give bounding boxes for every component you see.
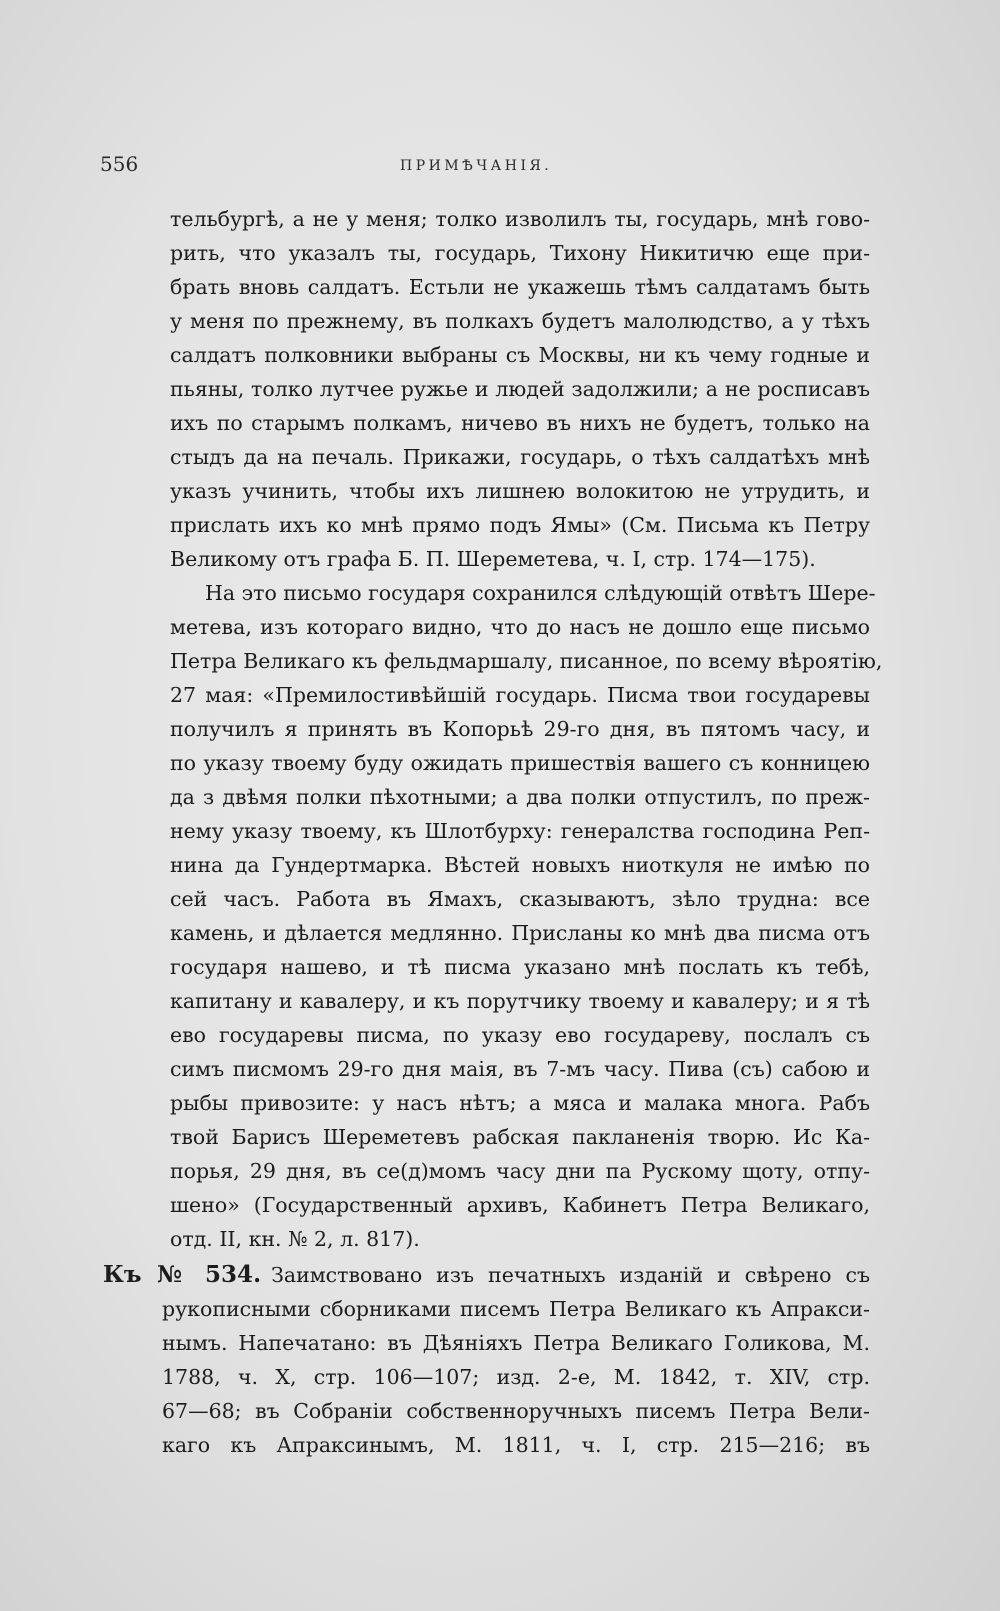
text-line: шено» (Государственный архивъ, Кабинетъ Петра Великаго, bbox=[170, 1193, 870, 1217]
text-line: 1788, ч. X, стр. 106—107; изд. 2-е, М. 1842, т. XIV, стр. bbox=[162, 1365, 870, 1389]
text-line: у меня по прежнему, въ полкахъ будетъ малолюдство, а у тѣхъ bbox=[170, 309, 870, 333]
text-line: тельбургѣ, а не у меня; толко изволилъ ты, государь, мнѣ гово- bbox=[170, 207, 870, 231]
text-line: прислать ихъ ко мнѣ прямо подъ Ямы» (См. Письма къ Петру bbox=[170, 513, 870, 537]
text-line: симъ писмомъ 29-го дня маія, въ 7-мъ часу. Пива (съ) сабою и bbox=[170, 1057, 870, 1081]
text-line: получилъ я принять въ Копорьѣ 29-го дня, въ пятомъ часу, и bbox=[170, 717, 870, 741]
text-line: государя нашево, и тѣ писма указано мнѣ послать къ тебѣ, bbox=[170, 955, 870, 979]
page-number: 556 bbox=[100, 152, 139, 176]
text-line: сей часъ. Работа въ Ямахъ, сказываютъ, зѣло трудна: все bbox=[170, 887, 870, 911]
text-line: да з двѣмя полки пѣхотными; а два полки отпустилъ, по преж- bbox=[170, 785, 870, 809]
section-lead: Къ № 534. bbox=[103, 1261, 262, 1288]
text-line: салдатъ полковники выбраны съ Москвы, ни къ чему годные и bbox=[170, 343, 870, 367]
text-line: стыдъ да на печаль. Прикажи, государь, о тѣхъ салдатѣхъ мнѣ bbox=[170, 445, 870, 469]
text-line: по указу твоему буду ожидать пришествія вашего съ конницею bbox=[170, 751, 870, 775]
text-line: отд. II, кн. № 2, л. 817). bbox=[170, 1227, 420, 1251]
text-line: брать вновь салдатъ. Естьли не укажешь тѣмъ салдатамъ быть bbox=[170, 275, 870, 299]
text-line: нина да Гундертмарка. Вѣстей новыхъ ниоткуля не имѣю по bbox=[170, 853, 870, 877]
text-line: порья, 29 дня, въ се(д)момъ часу дни па Рускому щоту, отпу- bbox=[170, 1159, 870, 1183]
text-line: твой Барисъ Шереметевъ рабская пакланенія творю. Ис Ка- bbox=[170, 1125, 870, 1149]
text-line: нему указу твоему, къ Шлотбурху: генералства господина Реп- bbox=[170, 819, 870, 843]
text-line: нымъ. Напечатано: въ Дѣяніяхъ Петра Великаго Голикова, М. bbox=[162, 1331, 870, 1355]
text-line: 27 мая: «Премилостивѣйшій государь. Писма твои государевы bbox=[170, 683, 870, 707]
section-heading-line bbox=[103, 1258, 870, 1292]
text-line: метева, изъ котораго видно, что до насъ не дошло еще письмо bbox=[170, 615, 870, 639]
text-line: Великому отъ графа Б. П. Шереметева, ч. I, стр. 174—175). bbox=[170, 547, 816, 571]
text-line: На это письмо государя сохранился слѣдующій отвѣтъ Шере- bbox=[205, 581, 876, 605]
text-line: ихъ по старымъ полкамъ, ничево въ нихъ не будетъ, только на bbox=[170, 411, 870, 435]
text-line: камень, и дѣлается медлянно. Присланы ко мнѣ два писма отъ bbox=[170, 921, 870, 945]
text-line: указъ учинить, чтобы ихъ лишнею волокитою не утрудить, и bbox=[170, 479, 870, 503]
text-line: 67—68; въ Собраніи собственноручныхъ писемъ Петра Вели- bbox=[162, 1399, 870, 1423]
text-line: каго къ Апраксинымъ, М. 1811, ч. I, стр. 215—216; въ bbox=[162, 1433, 870, 1457]
text-line: Петра Великаго къ фельдмаршалу, писанное, по всему вѣроятію, bbox=[170, 649, 883, 673]
running-title: ПРИМѢЧАНІЯ. bbox=[400, 158, 553, 174]
text-line: пьяны, толко лутчее ружье и людей задолжили; а не росписавъ bbox=[170, 377, 870, 401]
text-line: Заимствовано изъ печатныхъ изданій и свѣрено съ bbox=[271, 1263, 870, 1287]
text-line: капитану и кавалеру, и къ порутчику твоему и кавалеру; и я тѣ bbox=[170, 989, 870, 1013]
text-line: рукописными сборниками писемъ Петра Великаго къ Апракси- bbox=[162, 1297, 870, 1321]
text-line: рить, что указалъ ты, государь, Тихону Никитичю еще при- bbox=[170, 241, 870, 265]
text-line: рыбы привозите: у насъ нѣтъ; а мяса и малака многа. Рабъ bbox=[170, 1091, 870, 1115]
text-line: ево государевы писма, по указу ево государеву, послалъ съ bbox=[170, 1023, 870, 1047]
